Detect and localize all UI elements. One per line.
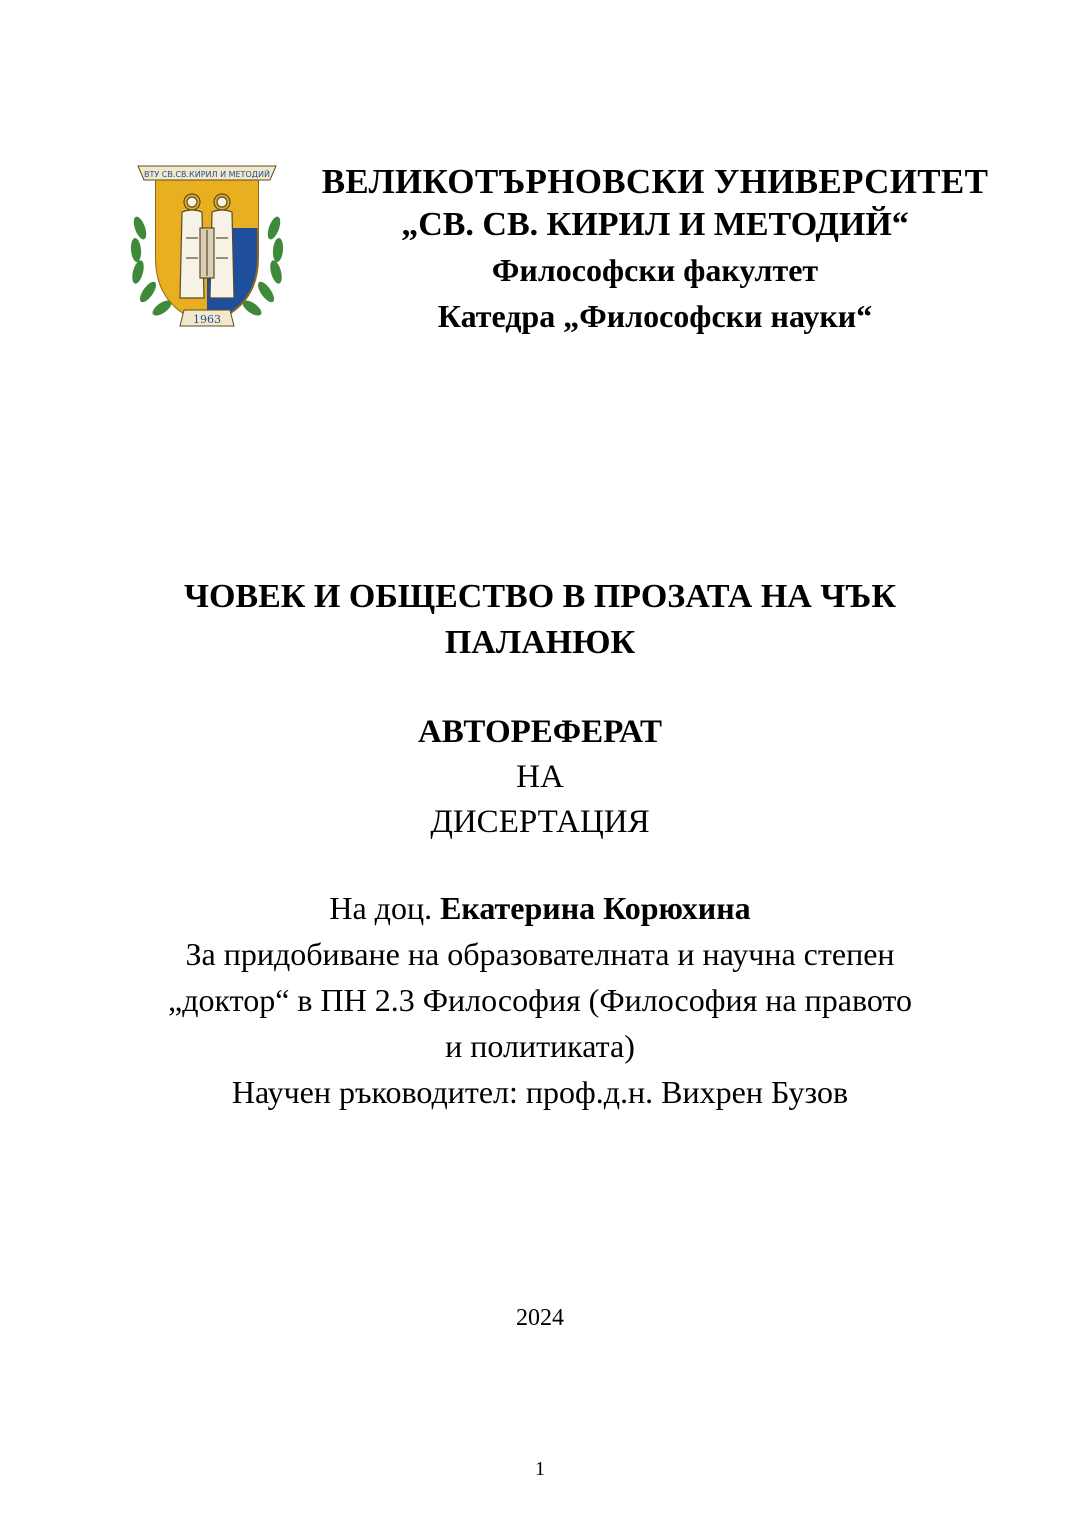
author-name: Екатерина Корюхина [440, 890, 751, 926]
page-number: 1 [535, 1458, 545, 1480]
author-line [0, 885, 1080, 931]
crest-year-text: 1963 [193, 313, 221, 326]
author-block [0, 885, 1080, 1115]
author-prefix: На доц. [329, 890, 441, 926]
abstract-line3: ДИСЕРТАЦИЯ [430, 804, 650, 840]
university-crest-icon [126, 158, 288, 336]
university-name-line2: „СВ. СВ. КИРИЛ И МЕТОДИЙ“ [401, 206, 909, 243]
faculty-name: Философски факултет [491, 252, 819, 288]
publication-year: 2024 [516, 1305, 564, 1331]
dissertation-title [0, 574, 1080, 666]
university-header [300, 160, 1010, 338]
crest-banner-text: ВТУ СВ.СВ.КИРИЛ И МЕТОДИЙ [144, 170, 270, 179]
degree-line2: „доктор“ в ПН 2.3 Философия (Философия на правото [168, 982, 912, 1018]
title-line2: ПАЛАНЮК [444, 624, 636, 661]
abstract-heading [0, 710, 1080, 845]
university-name-line1: ВЕЛИКОТЪРНОВСКИ УНИВЕРСИТЕТ [321, 162, 989, 201]
department-name: Катедра „Философски науки“ [437, 298, 873, 334]
abstract-line2: НА [516, 759, 564, 795]
supervisor-line: Научен ръководител: проф.д.н. Вихрен Бузов [231, 1074, 849, 1110]
title-line1: ЧОВЕК И ОБЩЕСТВО В ПРОЗАТА НА ЧЪК [184, 578, 896, 615]
degree-line3: и политиката) [445, 1028, 635, 1064]
degree-line1: За придобиване на образователната и научна степен [185, 936, 895, 972]
abstract-line1: АВТОРЕФЕРАТ [417, 714, 663, 750]
